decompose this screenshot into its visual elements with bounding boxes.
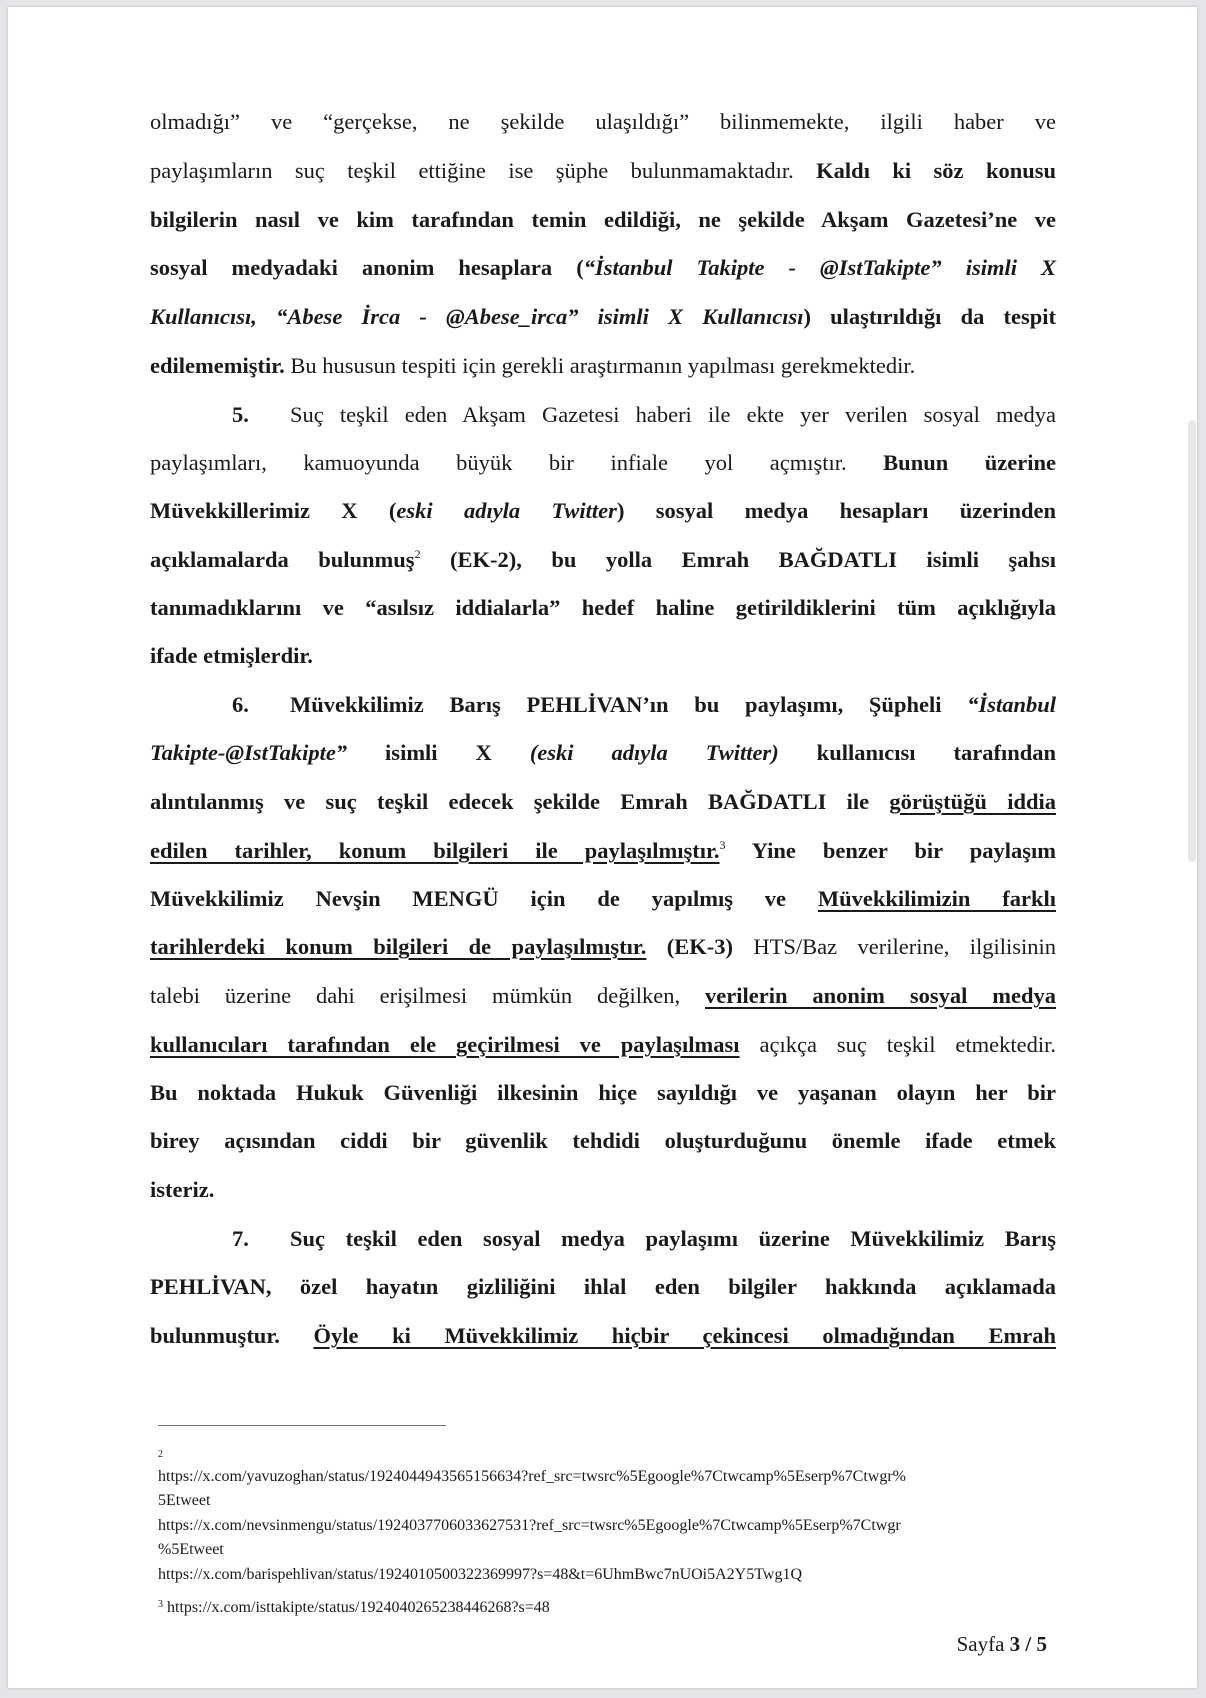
footnote-marker-3: 3 <box>158 1599 163 1610</box>
page-number-label: Sayfa <box>956 1632 1005 1656</box>
document-page <box>8 7 1197 1688</box>
text-segment: isimli X <box>347 740 530 765</box>
footnote-separator <box>158 1425 446 1426</box>
text-line <box>150 1126 1056 1156</box>
text-line <box>150 787 1056 817</box>
footnote-reference: 2 <box>414 547 421 561</box>
text-line <box>150 836 1056 866</box>
text-segment: ) ulaştırıldığı da tespit <box>803 304 1056 329</box>
text-segment: görüştüğü iddia <box>889 789 1056 814</box>
text-segment: Suç teşkil eden Akşam Gazetesi haberi ile ekte yer verilen sosyal medya <box>290 402 1056 427</box>
text-segment: bilgilerin nasıl ve kim tarafından temin edildiği, ne şekilde Akşam Gazetesi’ne ve <box>150 207 1056 232</box>
text-line <box>150 253 1056 283</box>
text-segment: Suç teşkil eden sosyal medya paylaşımı üzerine Müvekkilimiz Barış <box>290 1226 1056 1251</box>
text-segment: HTS/Baz verilerine, ilgilisinin <box>733 934 1056 959</box>
text-line <box>150 205 1056 235</box>
footnote-2-link-2-cont[interactable]: %5Etweet <box>158 1541 224 1558</box>
text-segment: Bunun üzerine <box>883 450 1056 475</box>
text-segment: (EK-3) <box>646 934 733 959</box>
text-line <box>150 1030 1056 1060</box>
text-segment: talebi üzerine dahi erişilmesi mümkün değilken, <box>150 983 705 1008</box>
text-segment: isteriz. <box>150 1177 215 1202</box>
text-segment: alıntılanmış ve suç teşkil edecek şekilde Emrah BAĞDATLI ile <box>150 789 890 814</box>
text-segment: “İstanbul <box>967 692 1056 717</box>
text-segment: kullanıcısı tarafından <box>778 740 1056 765</box>
text-line <box>150 981 1056 1011</box>
paragraph-number: 5. <box>232 402 249 427</box>
text-segment: Bu hususun tespiti için gerekli araştırmanın yapılması gerekmektedir. <box>284 353 916 378</box>
text-line <box>150 400 1056 430</box>
text-line <box>150 641 1056 671</box>
text-segment: paylaşımların suç teşkil ettiğine ise şüphe bulunmamaktadır. <box>150 158 817 183</box>
text-segment: “İstanbul Takipte - @IstTakipte” isimli X <box>583 255 1056 280</box>
text-line <box>150 545 1056 575</box>
text-segment: Öyle ki Müvekkilimiz hiçbir çekincesi olmadığından Emrah <box>313 1323 1056 1348</box>
text-line <box>150 448 1056 478</box>
text-segment: paylaşımları, kamuoyunda büyük bir infiale yol açmıştır. <box>150 450 884 475</box>
text-segment: (eski adıyla Twitter) <box>529 740 779 765</box>
footnote-3-link[interactable]: https://x.com/isttakipte/status/1924040265238446268?s=48 <box>167 1599 550 1616</box>
text-segment: edilememiştir. <box>150 353 285 378</box>
text-segment: birey açısından ciddi bir güvenlik tehdidi oluşturduğunu önemle ifade etmek <box>150 1128 1056 1153</box>
footnote-2-link-2[interactable]: https://x.com/nevsinmengu/status/1924037706033627531?ref_src=twsrc%5Egoogle%7Ctwcamp%5Eserp%7Ctwgr <box>158 1517 901 1534</box>
text-line <box>150 496 1056 526</box>
text-line <box>150 1078 1056 1108</box>
text-segment: Kaldı ki söz konusu <box>816 158 1056 183</box>
text-line <box>150 738 1056 768</box>
text-segment: bulunmuştur. <box>150 1323 314 1348</box>
footnote-2-link-1[interactable]: https://x.com/yavuzoghan/status/1924044943565156634?ref_src=twsrc%5Egoogle%7Ctwcamp%5Eserp%7Ctwgr% <box>158 1468 906 1485</box>
text-segment: Bu noktada Hukuk Güvenliği ilkesinin hiçe sayıldığı ve yaşanan olayın her bir <box>150 1080 1056 1105</box>
footnote-reference: 3 <box>719 838 726 852</box>
text-segment: eski adıyla Twitter <box>396 498 617 523</box>
text-line <box>150 593 1056 623</box>
text-segment: verilerin anonim sosyal medya <box>705 983 1056 1008</box>
text-segment: ifade etmişlerdir. <box>150 643 313 668</box>
footnote-3 <box>158 1595 1078 1618</box>
text-line <box>150 107 1056 137</box>
text-segment: Müvekkillerimiz X ( <box>150 498 397 523</box>
text-line <box>150 156 1056 186</box>
text-line <box>150 1272 1056 1302</box>
vertical-scrollbar[interactable] <box>1188 420 1196 862</box>
text-line <box>150 302 1056 332</box>
paragraph-number: 7. <box>232 1226 249 1251</box>
text-line <box>150 1175 1056 1205</box>
text-segment: açıklamalarda bulunmuş <box>150 547 415 572</box>
text-line <box>150 884 1056 914</box>
text-segment: Müvekkilimizin farklı <box>817 886 1056 911</box>
text-line <box>150 1321 1056 1351</box>
text-segment: olmadığı” ve “gerçekse, ne şekilde ulaşıldığı” bilinmemekte, ilgili haber ve <box>150 109 1056 134</box>
text-line <box>150 1224 1056 1254</box>
text-segment: edilen tarihler, konum bilgileri ile paylaşılmıştır. <box>150 838 720 863</box>
text-segment: tarihlerdeki konum bilgileri de paylaşılmıştır. <box>150 934 647 959</box>
text-segment: sosyal medyadaki anonim hesaplara ( <box>150 255 584 280</box>
page-number-value: 3 / 5 <box>1009 1632 1047 1656</box>
footnote-2-link-3[interactable]: https://x.com/barispehlivan/status/1924010500322369997?s=48&t=6UhmBwc7nUOi5A2Y5Twg1Q <box>158 1566 802 1583</box>
text-segment: (EK-2), bu yolla Emrah BAĞDATLI isimli şahsı <box>420 547 1056 572</box>
text-segment: açıkça suç teşkil etmektedir. <box>739 1032 1057 1057</box>
text-line <box>150 690 1056 720</box>
text-segment: Müvekkilimiz Nevşin MENGÜ için de yapılmış ve <box>150 886 818 911</box>
footnote-2-link-1-cont[interactable]: 5Etweet <box>158 1492 211 1509</box>
text-segment: Yine benzer bir paylaşım <box>725 838 1056 863</box>
text-line <box>150 932 1056 962</box>
text-segment: Takipte-@IstTakipte” <box>150 740 348 765</box>
text-segment: tanımadıklarını ve “asılsız iddialarla” hedef haline getirildiklerini tüm açıklığıyla <box>150 595 1056 620</box>
text-segment: ) sosyal medya hesapları üzerinden <box>616 498 1057 523</box>
text-segment: PEHLİVAN, özel hayatın gizliliğini ihlal eden bilgiler hakkında açıklamada <box>150 1274 1056 1299</box>
page-number <box>957 1631 1047 1657</box>
text-segment: Müvekkilimiz Barış PEHLİVAN’ın bu paylaşımı, Şüpheli <box>290 692 968 717</box>
text-segment: kullanıcıları tarafından ele geçirilmesi ve paylaşılması <box>150 1032 740 1057</box>
text-segment: Kullanıcısı, “Abese İrca - @Abese_irca” isimli X Kullanıcısı <box>150 304 804 329</box>
paragraph-number: 6. <box>232 692 249 717</box>
footnote-marker-2: 2 <box>158 1449 163 1460</box>
text-line <box>150 351 1056 381</box>
